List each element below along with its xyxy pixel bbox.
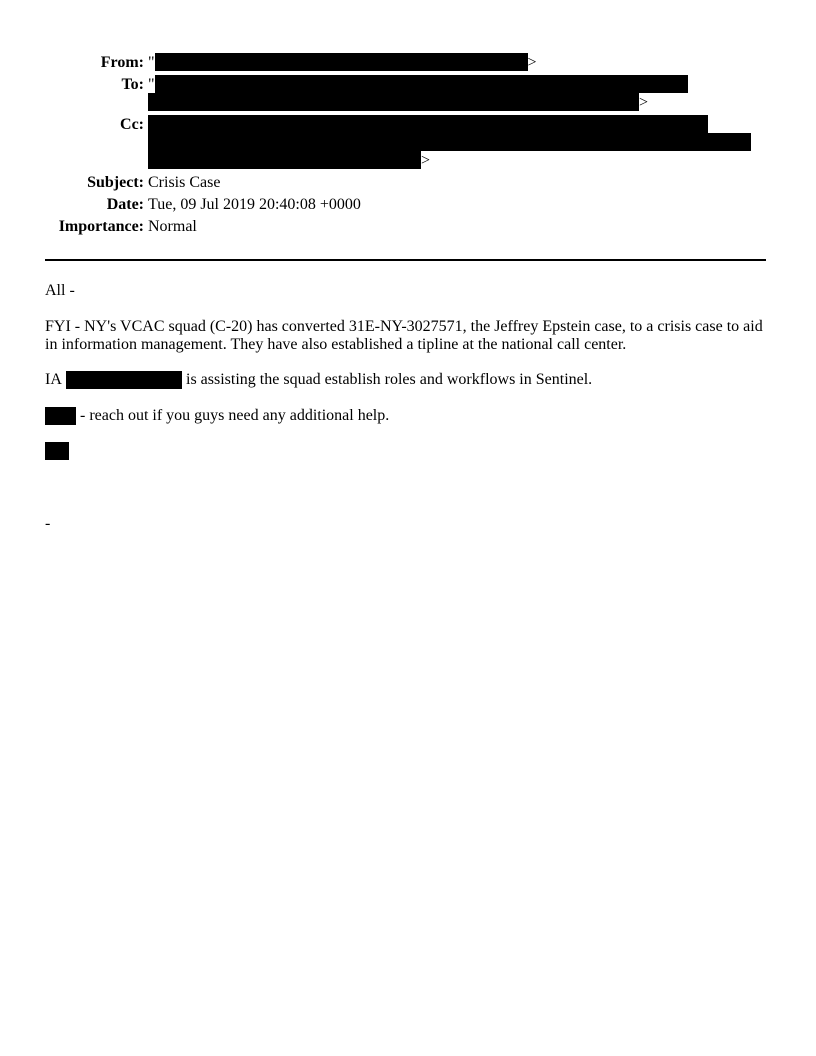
- redaction-block: [66, 371, 182, 389]
- paragraph-2-suffix: is assisting the squad establish roles and workflows in Sentinel.: [186, 371, 593, 388]
- header-divider: [45, 259, 766, 261]
- paragraph-2-prefix: IA: [45, 371, 61, 388]
- paragraph-3-suffix: - reach out if you guys need any additional help.: [80, 407, 390, 424]
- importance-value: Normal: [148, 218, 197, 235]
- to-value-line2: >: [148, 93, 648, 113]
- cc-value-line3: >: [148, 151, 430, 171]
- redaction-block: [45, 407, 76, 425]
- paragraph-1-line-1: FYI - NY's VCAC squad (C-20) has converted 31E-NY-3027571, the Jeffrey Epstein case, to a crisis case to aid: [45, 318, 763, 335]
- cc-row: [0, 115, 816, 173]
- redaction-block: [148, 115, 708, 133]
- to-row: [0, 75, 816, 115]
- trailing-dash: -: [45, 515, 51, 532]
- importance-row: [0, 217, 816, 239]
- redaction-block: [148, 93, 639, 111]
- to-value: ": [148, 75, 688, 95]
- date-row: [0, 195, 816, 217]
- email-header: [0, 53, 816, 239]
- subject-row: [0, 173, 816, 195]
- redaction-block: [155, 53, 528, 71]
- redaction-block: [155, 75, 688, 93]
- signature-redaction: [45, 442, 69, 460]
- paragraph-3: [45, 407, 770, 425]
- importance-label: Importance:: [58, 218, 144, 235]
- from-label: From:: [100, 54, 144, 71]
- to-label: To:: [121, 76, 144, 93]
- subject-value: Crisis Case: [148, 174, 221, 191]
- date-label: Date:: [106, 196, 144, 213]
- from-row: [0, 53, 816, 75]
- redaction-block: [148, 133, 751, 151]
- cc-value-line1: [148, 115, 708, 135]
- from-value: " >: [148, 54, 537, 71]
- greeting: All -: [45, 282, 75, 299]
- cc-label: Cc:: [120, 116, 144, 133]
- cc-value-line2: [148, 133, 751, 153]
- subject-label: Subject:: [87, 174, 144, 191]
- paragraph-1: [45, 318, 770, 354]
- redaction-block: [45, 442, 69, 460]
- paragraph-1-line-2: in information management. They have also established a tipline at the national call center.: [45, 336, 627, 353]
- paragraph-2: [45, 371, 770, 389]
- redaction-block: [148, 151, 421, 169]
- date-value: Tue, 09 Jul 2019 20:40:08 +0000: [148, 196, 361, 213]
